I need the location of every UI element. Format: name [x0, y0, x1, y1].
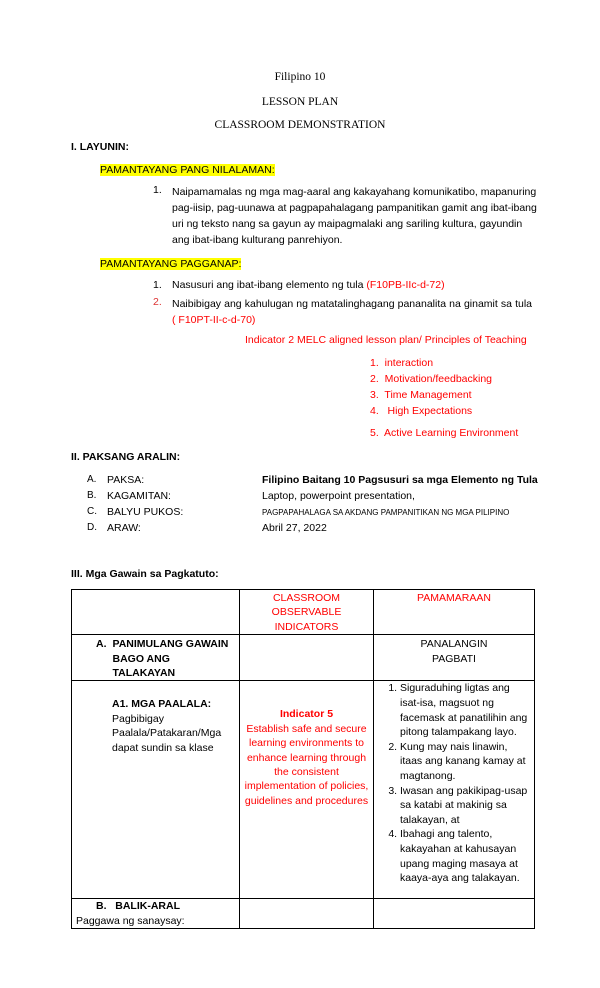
- perf-item-2: Naibibigay ang kahulugan ng matatalinghagang pananalita na ginamit sa tula ( F10PT-II-c-d-70): [172, 298, 532, 326]
- row-b-method-cell: [374, 899, 535, 929]
- paksa-value: Filipino Baitang 10 Pagsusuri sa mga Elemento ng Tula: [262, 474, 538, 486]
- perf-item-2-code: ( F10PT-II-c-d-70): [172, 314, 256, 326]
- balyu-pukos-label: BALYU PUKOS:: [107, 506, 184, 518]
- header-indicators: CLASSROOM OBSERVABLE INDICATORS: [240, 590, 374, 635]
- paalala-steps-list: [378, 681, 530, 885]
- subject-title: Filipino 10: [274, 71, 326, 83]
- paksang-aralin-heading: II. PAKSANG ARALIN:: [71, 451, 181, 463]
- araw-letter: D.: [87, 522, 97, 533]
- row-a-cell: [72, 635, 240, 681]
- row-b-title: BALIK-ARAL: [115, 900, 181, 913]
- kagamitan-value: Laptop, powerpoint presentation,: [262, 490, 415, 502]
- row-b-indicator-cell: [240, 899, 374, 929]
- pagbati-text: PAGBATI: [432, 652, 476, 665]
- lesson-plan-title: LESSON PLAN: [261, 96, 339, 108]
- perf-item-1-code: (F10PB-IIc-d-72): [366, 279, 445, 291]
- araw-label: ARAW:: [107, 522, 141, 534]
- row-a1-title: A1. MGA PAALALA:: [112, 698, 212, 711]
- kagamitan-letter: B.: [87, 490, 97, 501]
- layunin-heading: I. LAYUNIN:: [71, 141, 129, 153]
- principle-1: 1. interaction: [370, 357, 434, 369]
- balyu-pukos-letter: C.: [87, 506, 97, 517]
- row-a-title: PANIMULANG GAWAIN BAGO ANG TALAKAYAN: [112, 638, 229, 680]
- principle-2: 2. Motivation/feedbacking: [370, 373, 493, 385]
- table-row: [72, 899, 535, 929]
- header-pamamaraan: PAMAMARAAN: [374, 590, 535, 635]
- perf-item-2-num: 2.: [153, 296, 162, 308]
- list-item: 1. Siguraduhing ligtas ang isat-isa, magsuot ng facemask at panatilihin ang pitong talampakang layo.: [400, 681, 530, 739]
- principle-4: 4. High Expectations: [370, 405, 473, 417]
- indicator-5-text: Establish safe and secure learning environments to enhance learning through the consistent implementation of policies, guidelines and procedures: [244, 722, 369, 807]
- indicator-2-note: Indicator 2 MELC aligned lesson plan/ Principles of Teaching: [245, 334, 527, 346]
- panalangin-text: PANALANGIN: [420, 638, 488, 651]
- indicator-5-title: Indicator 5: [279, 708, 334, 721]
- balyu-pukos-value: PAGPAPAHALAGA SA AKDANG PAMPANITIKAN NG MGA PILIPINO: [262, 508, 510, 517]
- paksa-label: PAKSA:: [107, 474, 145, 486]
- classroom-demo-title: CLASSROOM DEMONSTRATION: [214, 119, 386, 131]
- kagamitan-label: KAGAMITAN:: [107, 490, 171, 502]
- row-a-method-cell: [374, 635, 535, 681]
- table-row: [72, 681, 535, 899]
- row-a1-method-cell: [374, 681, 535, 899]
- row-b-desc: Paggawa ng sanaysay:: [76, 914, 185, 927]
- row-a1-desc: Pagbibigay Paalala/Patakaran/Mga dapat sundin sa klase: [112, 712, 222, 754]
- list-item: 2. Kung may nais linawin, itaas ang kanang kamay at magtanong.: [400, 740, 530, 784]
- content-standard-num: 1.: [153, 184, 162, 196]
- content-standard-label: PAMANTAYANG PANG NILALAMAN:: [100, 164, 275, 176]
- row-a1-indicator-cell: [240, 681, 374, 899]
- perf-item-1: Nasusuri ang ibat-ibang elemento ng tula (F10PB-IIc-d-72): [172, 279, 445, 291]
- list-item: 3. Iwasan ang pakikipag-usap sa katabi at makinig sa talakayan, at: [400, 784, 530, 828]
- gawain-heading: III. Mga Gawain sa Pagkatuto:: [71, 568, 219, 580]
- paksa-letter: A.: [87, 474, 97, 485]
- principle-5: 5. Active Learning Environment: [370, 427, 519, 439]
- table-row: [72, 635, 535, 681]
- row-b-letter: B.: [96, 900, 107, 913]
- row-b-cell: [72, 899, 240, 929]
- table-header-row: [72, 590, 535, 635]
- lesson-activities-table: [71, 589, 535, 929]
- row-b-heading: [76, 899, 235, 913]
- row-a1-cell: [72, 681, 240, 899]
- content-standard-text: Naipamamalas ng mga mag-aaral ang kakayahang komunikatibo, mapanuring pag-iisip, pag-uunawa at pagpapahalagang pampanitikan gamit ang ibat-ibang uri ng teksto nang sa gayun ay maipagmalaki ang sariling kultura, gayundin ang ibat-ibang kulturang panrehiyon.: [172, 186, 537, 246]
- perf-item-1-num: 1.: [153, 279, 162, 291]
- araw-value: Abril 27, 2022: [262, 522, 327, 534]
- row-a-letter: A.: [96, 638, 107, 651]
- principle-3: 3. Time Management: [370, 389, 472, 401]
- header-cell-empty: [72, 590, 240, 635]
- list-item: 4. Ibahagi ang talento, kakayahan at kahusayan upang maging masaya at kaaya-aya ang talakayan.: [400, 827, 530, 885]
- row-a-indicator-cell: [240, 635, 374, 681]
- performance-standard-label: PAMANTAYANG PAGGANAP:: [100, 258, 242, 270]
